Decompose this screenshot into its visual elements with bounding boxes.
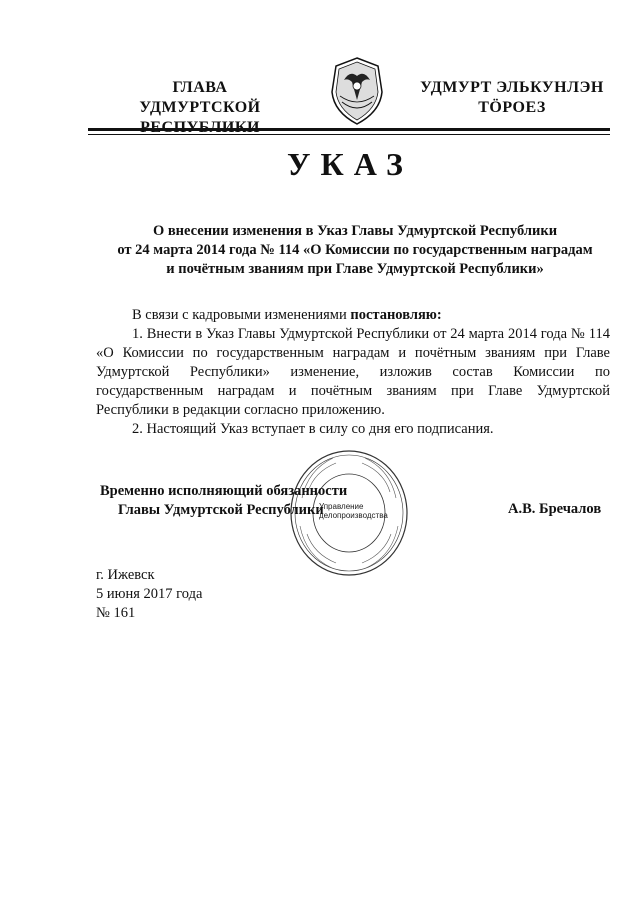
body-item-2: 2. Настоящий Указ вступает в силу со дня его подписания.	[132, 421, 494, 437]
document-footer	[96, 566, 202, 623]
stamp-center-line1: Управление	[319, 502, 364, 511]
header-divider-thick	[88, 128, 610, 131]
subject-line2: от 24 марта 2014 года № 114 «О Комиссии по государственным наградам	[117, 242, 593, 258]
footer-number: № 161	[96, 605, 136, 621]
body-intro-decree: постановляю:	[350, 307, 442, 323]
header-right-line2: ТӦРОЕЗ	[478, 99, 546, 116]
subject-line3: и почётным званиям при Главе Удмуртской Республики»	[166, 261, 544, 277]
header-divider-thin	[88, 134, 610, 135]
header-left-line2: УДМУРТСКОЙ	[139, 99, 261, 116]
body-item-1: 1. Внести в Указ Главы Удмуртской Республики от 24 марта 2014 года № 114 «О Комиссии по государственным наградам и почётным званиям при Главе Удмуртской Республики» изменение, изложив состав Комиссии по государственным наградам и почётным званиям при Главе Удмуртской Республики в редакции согласно приложению.	[96, 326, 610, 418]
signatory-position-line1: Временно исполняющий обязанности	[100, 483, 348, 499]
subject-line1: О внесении изменения в Указ Главы Удмуртской Республики	[152, 223, 558, 239]
document-type-title: УКАЗ	[287, 146, 413, 182]
signatory-name: А.В. Бречалов	[508, 501, 602, 517]
document-body	[96, 306, 610, 439]
signatory-position-line2: Главы Удмуртской Республики	[118, 502, 324, 518]
body-intro	[96, 306, 610, 325]
footer-city: г. Ижевск	[96, 567, 155, 583]
body-intro-text: В связи с кадровыми изменениями	[132, 307, 351, 323]
footer-date: 5 июня 2017 года	[96, 586, 203, 602]
stamp-center-line2: делопроизводства	[319, 511, 388, 520]
document-subject	[90, 222, 620, 279]
header-right-line1: УДМУРТ ЭЛЬКУНЛЭН	[420, 79, 604, 96]
signatory-position	[100, 482, 400, 520]
header-right	[412, 78, 612, 118]
header-left-line1: ГЛАВА	[172, 79, 228, 96]
coat-of-arms-emblem	[326, 56, 388, 126]
